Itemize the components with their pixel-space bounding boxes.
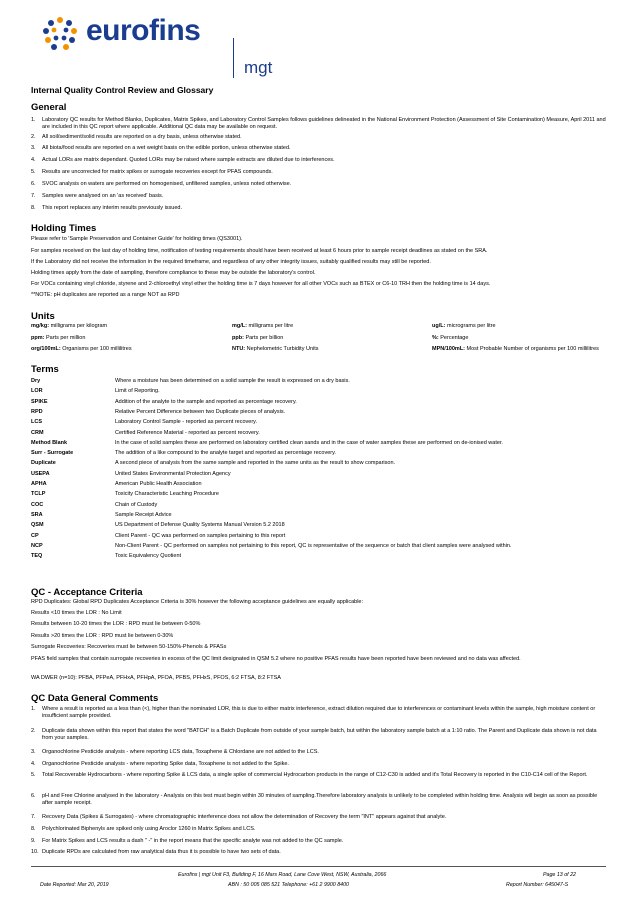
general-item-number: 3. (31, 145, 36, 151)
unit-value: milligrams per kilogram (50, 323, 108, 329)
holding-line: **NOTE: pH duplicates are reported as a range NOT as RPD (31, 292, 180, 298)
unit-key: %: (432, 335, 439, 341)
term-definition: Relative Percent Difference between two Duplicate pieces of analysis. (115, 408, 286, 415)
logo-wordmark: eurofins (86, 14, 201, 47)
term-definition: US Department of Defense Quality Systems Manual Version 5.2 2018 (115, 522, 285, 529)
unit-entry (432, 335, 468, 342)
unit-value: micrograms per litre (446, 323, 496, 329)
term-key: LCS (31, 419, 42, 426)
term-key: SRA (31, 511, 43, 518)
footer-address: Eurofins | mgt Unit F3, Building F, 16 Mars Road, Lane Cove West, NSW, Australia, 2066 (178, 872, 387, 878)
term-key: TEQ (31, 553, 43, 560)
footer-divider (31, 866, 606, 867)
term-definition: Limit of Reporting. (115, 388, 160, 395)
comment-item-number: 4. (31, 761, 36, 767)
general-item-text: Laboratory QC results for Method Blanks, Duplicates, Matrix Spikes, and Laboratory Control Samples follows guidelines delineated in the National Environment Protection (Assessment of Site Contamination) Measure, April 2011 and are included in this QC report where applicable. Additional QC data may be available on request. (42, 117, 606, 130)
unit-entry (31, 323, 107, 330)
unit-entry (31, 346, 132, 353)
qc-line: WA DWER (n=10): PFBA, PFPeA, PFHxA, PFHpA, PFOA, PFBS, PFHxS, PFOS, 6:2 FTSA, 8:2 FTSA (31, 675, 281, 681)
logo-divider (233, 38, 234, 78)
term-key: COC (31, 501, 44, 508)
term-key: Surr - Surrogate (31, 450, 74, 457)
comment-item-text: Duplicate data shown within this report that states the word "BATCH" is a Batch Duplicate from outside of your sample batch, but within the laboratory sample batch at a 1:10 ratio. The Parent and Duplicate data shown is not data from your samples. (42, 728, 597, 741)
unit-entry (232, 323, 293, 330)
comment-item-text: Duplicate RPDs are calculated from raw analytical data thus it is possible to have two sets of data. (42, 849, 281, 855)
logo-sub: mgt (244, 58, 273, 77)
qc-line: Surrogate Recoveries: Recoveries must lie between 50-150%-Phenols & PFASs (31, 644, 227, 650)
unit-value: Organisms per 100 millilitres (62, 346, 132, 352)
comment-item-number: 9. (31, 838, 36, 844)
comment-item-number: 7. (31, 814, 36, 820)
unit-entry (232, 335, 283, 342)
holding-line: For samples received on the last day of holding time, notification of testing requirements should have been received at least 6 hours prior to sample receipt deadlines as stated on the SRA. (31, 248, 488, 254)
term-key: CRM (31, 429, 44, 436)
term-definition: Client Parent - QC was performed on samples pertaining to this report (115, 532, 286, 539)
term-definition: Non-Client Parent - QC performed on samples not pertaining to this report, QC is representative of the sequence or batch that client samples were analysed within. (115, 542, 512, 549)
holding-heading: Holding Times (31, 223, 97, 234)
general-item-number: 4. (31, 157, 36, 163)
term-key: TCLP (31, 491, 46, 498)
unit-key: org/100mL: (31, 346, 61, 352)
footer-page: Page 13 of 22 (543, 872, 576, 878)
term-key: USEPA (31, 470, 50, 477)
comment-item-number: 3. (31, 749, 36, 755)
holding-line: Please refer to 'Sample Preservation and Container Guide' for holding times (QS3001). (31, 236, 243, 242)
comment-item-number: 10. (31, 849, 39, 855)
qc-line: Results >20 times the LOR : RPD must lie between 0-30% (31, 633, 174, 639)
term-key: Method Blank (31, 439, 68, 446)
unit-key: ug/L: (432, 323, 446, 329)
unit-value: Parts per billion (245, 335, 284, 341)
comment-item-number: 1. (31, 706, 36, 712)
unit-entry (432, 323, 496, 330)
term-definition: Where a moisture has been determined on a solid sample the result is expressed on a dry basis. (115, 378, 350, 384)
qc-line: PFAS field samples that contain surrogate recoveries in excess of the QC limit designated in QSM 5.2 where no positive PFAS results have been reported have been reviewed and no data was affected. (31, 656, 521, 662)
units-heading: Units (31, 311, 55, 322)
comment-item-text: Total Recoverable Hydrocarbons - where reporting Spike & LCS data, a single spike of commercial Hydrocarbon products in the range of C12-C30 is added and it's Total Recovery is reported in the C10-C14 cell of the Report. (42, 772, 588, 778)
comment-item-text: Polychlorinated Biphenyls are spiked only using Aroclor 1260 in Matrix Spikes and LCS. (42, 826, 256, 832)
footer-report-number: Report Number: 645047-S (506, 882, 569, 888)
term-definition: Toxicity Characteristic Leaching Procedure (115, 491, 219, 498)
general-item-number: 7. (31, 193, 36, 199)
general-item-number: 1. (31, 117, 36, 123)
term-key: LOR (31, 388, 43, 395)
comment-item-number: 8. (31, 826, 36, 832)
term-definition: United States Environmental Protection Agency (115, 470, 231, 477)
term-definition: Chain of Custody (115, 501, 158, 508)
comment-item-text: For Matrix Spikes and LCS results a dash " -" in the report means that the specific analyte was not added to the QC sample. (42, 838, 344, 844)
unit-value: Nephelometric Turbidity Units (246, 346, 319, 352)
term-key: NCP (31, 542, 43, 549)
holding-line: Holding times apply from the date of sampling, therefore compliance to these may be outside the laboratory's control. (31, 270, 316, 276)
term-definition: Sample Receipt Advice (115, 511, 172, 518)
eurofins-logo (42, 14, 273, 77)
general-item-text: All soil/sediment/solid results are reported on a dry basis, unless otherwise stated. (42, 134, 242, 140)
comment-item-text: Where a result is reported as a less than (<), higher than the nominated LOR, this is due to either matrix interference, extract dilution required due to interferences or contaminant levels within the sample, high moisture content or insufficient sample provided. (42, 706, 596, 719)
term-definition: Laboratory Control Sample - reported as percent recovery. (115, 419, 258, 426)
unit-key: mg/kg: (31, 323, 50, 329)
holding-line: If the Laboratory did not receive the information in the required timeframe, and regardless of any other integrity issues, suitably qualified results may still be reported. (31, 259, 431, 265)
unit-value: milligrams per litre (248, 323, 294, 329)
unit-value: Parts per million (45, 335, 86, 341)
term-definition: The addition of a like compound to the analyte target and reported as percentage recovery. (115, 450, 336, 457)
general-item-text: All biota/food results are reported on a wet weight basis on the edible portion, unless otherwise stated. (42, 145, 291, 151)
unit-key: ppb: (232, 335, 244, 341)
unit-key: NTU: (232, 346, 246, 352)
unit-value: Percentage (440, 335, 469, 341)
term-key: CP (31, 532, 39, 539)
unit-entry (232, 346, 319, 353)
footer-contact: ABN : 50 005 085 521 Telephone: +61 2 9900 8400 (228, 882, 350, 888)
holding-line: For VOCs containing vinyl chloride, styrene and 2-chloroethyl vinyl ether the holding time is 7 days however for all other VOCs such as BTEX or C6-10 TRH then the holding time is 14 days. (31, 281, 491, 287)
comment-item-number: 5. (31, 772, 36, 778)
term-definition: In the case of solid samples these are performed on laboratory certified clean sands and in the case of water samples these are performed on de-ionised water. (115, 439, 503, 446)
comment-item-text: pH and Free Chlorine analysed in the laboratory - Analysis on this test must begin within 30 minutes of sampling.Therefore laboratory analysis is unlikely to be completed within holding time. Analysis will begin as soon as possible after sample receipt. (42, 793, 598, 806)
general-item-number: 5. (31, 169, 36, 175)
eurofins-dots-icon (42, 16, 78, 52)
unit-entry (31, 335, 85, 342)
term-definition: Addition of the analyte to the sample and reported as percentage recovery. (115, 398, 297, 405)
comment-item-text: Organochlorine Pesticide analysis - where reporting Spike data, Toxaphene is not added to the Spike. (42, 761, 289, 767)
qc-line: Results between 10-20 times the LOR : RPD must lie between 0-50% (31, 621, 201, 627)
terms-heading: Terms (31, 364, 59, 375)
term-key: QSM (31, 522, 44, 529)
general-item-text: This report replaces any interim results previously issued. (42, 205, 183, 211)
term-definition: American Public Health Association (115, 481, 202, 487)
comment-item-number: 6. (31, 793, 36, 799)
term-key: Dry (31, 378, 41, 384)
unit-key: mg/L: (232, 323, 247, 329)
qc-heading: QC - Acceptance Criteria (31, 587, 143, 598)
page-title: Internal Quality Control Review and Glossary (31, 85, 214, 95)
general-item-number: 8. (31, 205, 36, 211)
term-key: SPIKE (31, 398, 48, 405)
term-definition: Certified Reference Material - reported as percent recovery. (115, 429, 260, 436)
unit-value: Most Probable Number of organisms per 100 millilitres (466, 346, 599, 352)
comment-item-number: 2. (31, 728, 36, 734)
unit-key: ppm: (31, 335, 45, 341)
general-item-text: Samples were analysed on an 'as received' basis. (42, 193, 164, 199)
qc-line: RPD Duplicates: Global RPD Duplicates Acceptance Criteria is 30% however the following acceptance guidelines are equally applicable: (31, 599, 364, 605)
term-key: APHA (31, 481, 47, 487)
general-item-text: SVOC analysis on waters are performed on homogenised, unfiltered samples, unless noted otherwise. (42, 181, 292, 187)
comment-item-text: Organochlorine Pesticide analysis - where reporting LCS data, Toxaphene & Chlordane are not added to the LCS. (42, 749, 319, 755)
comments-heading: QC Data General Comments (31, 693, 159, 704)
footer-date: Date Reported: Mar 20, 2019 (40, 882, 109, 888)
general-item-number: 2. (31, 134, 36, 140)
unit-key: MPN/100mL: (432, 346, 466, 352)
term-definition: Toxic Equivalency Quotient (115, 553, 182, 560)
unit-entry (432, 346, 599, 353)
qc-line: Results <10 times the LOR : No Limit (31, 610, 122, 616)
term-definition: A second piece of analysis from the same sample and reported in the same units as the result to show comparison. (115, 460, 396, 467)
general-item-text: Actual LORs are matrix dependant. Quoted LORs may be raised where sample extracts are diluted due to interferences. (42, 157, 335, 163)
term-key: Duplicate (31, 460, 56, 467)
term-key: RPD (31, 408, 43, 415)
general-item-number: 6. (31, 181, 36, 187)
comment-item-text: Recovery Data (Spikes & Surrogates) - where chromatographic interference does not allow the determination of Recovery the term "INT" appears against that analyte. (42, 814, 447, 820)
general-heading: General (31, 102, 67, 113)
general-item-text: Results are uncorrected for matrix spikes or surrogate recoveries except for PFAS compounds. (42, 169, 273, 175)
